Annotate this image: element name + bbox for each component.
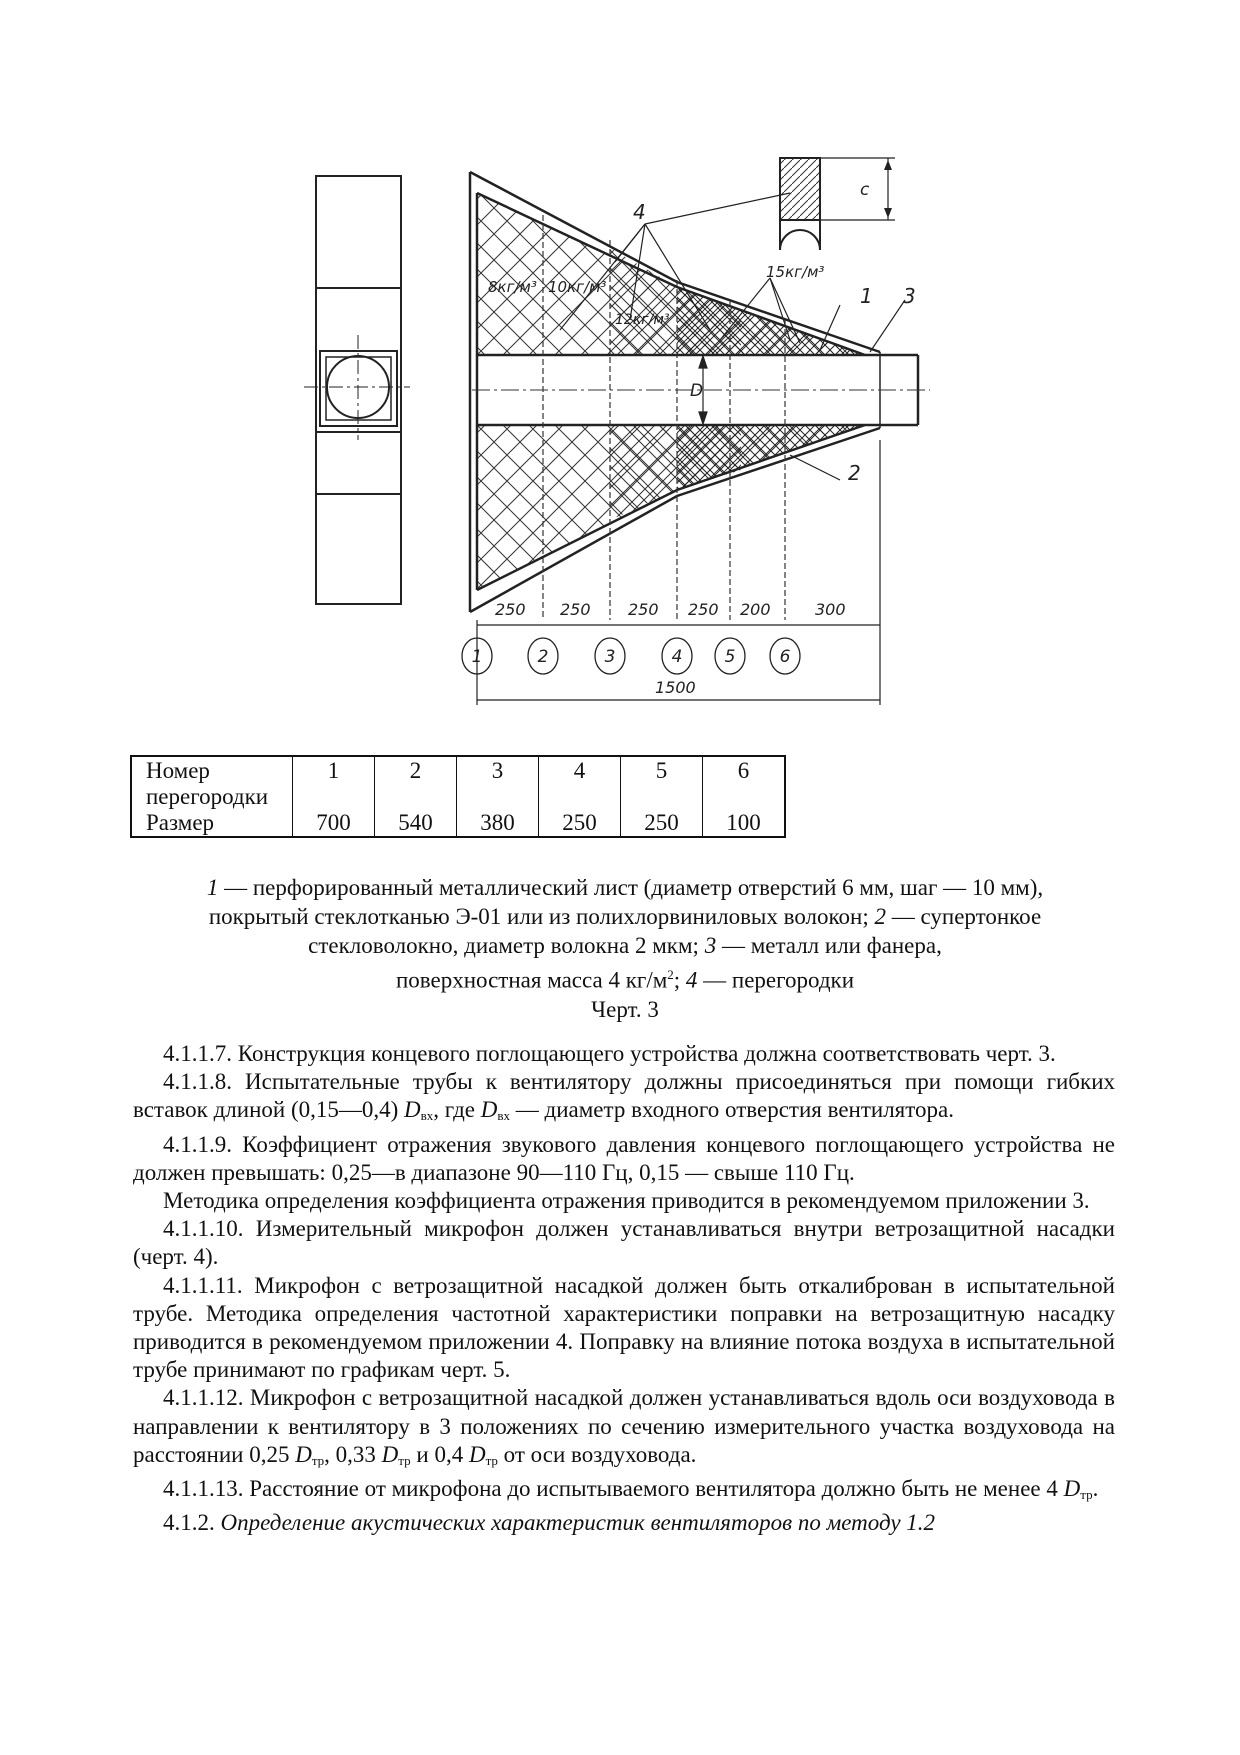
symbol: D <box>1063 1476 1081 1502</box>
figure-legend <box>130 873 1120 1024</box>
dim-1: 250 <box>495 600 526 619</box>
legend-num: 3 <box>704 933 717 958</box>
legend-line-1 <box>130 873 1120 902</box>
table-cell: 250 <box>539 810 621 837</box>
dim-6: 300 <box>815 600 846 619</box>
partition-markers <box>462 638 800 674</box>
marker-1: 1 <box>471 647 483 667</box>
legend-text: — перфорированный металлический лист (диаметр отверстий 6 мм, шаг — 10 мм), <box>218 875 1044 900</box>
density-8: 8кг/м³ <box>488 278 537 296</box>
absorber-drawing <box>300 150 940 720</box>
legend-text: — супертонкое <box>885 904 1042 929</box>
symbol: D <box>480 1097 498 1123</box>
dim-total: 1500 <box>655 678 696 697</box>
marker-4: 4 <box>671 647 683 667</box>
text-run: . <box>1092 1476 1099 1502</box>
header-line-1: Номер <box>146 758 210 783</box>
callout-1: 1 <box>860 284 873 308</box>
density-12: 12кг/м³ <box>615 312 670 328</box>
table-cell: 540 <box>375 810 457 837</box>
legend-num: 4 <box>685 967 698 993</box>
symbol: D <box>381 1441 399 1467</box>
legend-text: ; <box>673 967 686 993</box>
dim-4: 250 <box>688 600 719 619</box>
callout-4: 4 <box>633 200 646 224</box>
paragraph: 4.1.1.10. Измерительный микрофон должен устанавливаться внутри ветрозащитной насадки (черт. 4). <box>133 1216 1115 1270</box>
table-cell: 3 <box>457 756 539 810</box>
legend-line-4 <box>130 960 1120 995</box>
marker-3: 3 <box>604 647 616 667</box>
table-cell: 1 <box>293 756 375 810</box>
section-heading: Определение акустических характеристик вентиляторов по методу 1.2 <box>220 1510 936 1536</box>
symbol: D <box>468 1441 486 1467</box>
text-run: — диаметр входного отверстия вентилятора. <box>510 1097 954 1123</box>
text-run: , 0,33 <box>324 1441 382 1467</box>
marker-2: 2 <box>537 647 549 667</box>
table-cell: 380 <box>457 810 539 837</box>
callout-2: 2 <box>848 461 861 485</box>
header-line-2: перегородки <box>146 784 269 809</box>
paragraph: 4.1.1.9. Коэффициент отражения звукового давления концевого поглощающего устройства не должен превышать: 0,25—в диапазоне 90—110 Гц, 0,15 — свыше 110 Гц. <box>133 1131 1115 1185</box>
table-cell: 6 <box>703 756 786 810</box>
dim-2: 250 <box>560 600 591 619</box>
side-view <box>304 176 410 604</box>
table-cell: 4 <box>539 756 621 810</box>
subscript: тр <box>398 1452 411 1468</box>
paragraph <box>133 1509 1115 1537</box>
body-text <box>133 1040 1115 1537</box>
paragraph <box>133 1475 1115 1509</box>
marker-5: 5 <box>724 647 736 667</box>
symbol: D <box>404 1097 421 1123</box>
legend-text: стекловолокно, диаметр волокна 2 мкм; <box>308 933 705 958</box>
legend-text: — металл или фанера, <box>716 933 942 958</box>
density-10: 10кг/м³ <box>548 278 607 296</box>
text-run: 4.1.2. <box>163 1510 221 1536</box>
text-run: 4.1.1.13. Расстояние от микрофона до испытываемого вентилятора должно быть не менее 4 <box>163 1476 1064 1502</box>
legend-line-2 <box>130 902 1120 931</box>
text-run: от оси воздуховода. <box>497 1441 697 1467</box>
legend-num: 2 <box>874 904 886 929</box>
paragraph <box>133 1068 1115 1130</box>
text-run: 4.1.1.12. Микрофон с ветрозащитной насадкой должен устанавливаться вдоль оси воздуховода в направлении к вентилятору в 3 положениях по сечению измерительного участка воздуховода на расстоянии 0,25 <box>133 1385 1115 1467</box>
table-cell: 2 <box>375 756 457 810</box>
table-cell: 700 <box>293 810 375 837</box>
density-15: 15кг/м³ <box>766 263 825 281</box>
table-cell: 250 <box>621 810 703 837</box>
text-run: 4.1.1.8. Испытательные трубы к вентилятору должны присоединяться при помощи гибких вставок длиной (0,15—0,4) <box>133 1069 1115 1123</box>
paragraph: Методика определения коэффициента отражения приводится в рекомендуемом приложении 3. <box>163 1188 1090 1214</box>
symbol-c: c <box>860 180 870 200</box>
dim-3: 250 <box>628 600 659 619</box>
subscript: вх <box>420 1108 434 1124</box>
table-row <box>131 756 785 810</box>
paragraph <box>133 1384 1115 1475</box>
subscript: тр <box>485 1452 498 1468</box>
text-run: , где <box>433 1097 481 1123</box>
callout-3: 3 <box>903 284 916 308</box>
legend-text: — перегородки <box>697 967 855 993</box>
detail-view <box>780 158 895 250</box>
legend-sup: 2 <box>667 967 674 982</box>
legend-line-3 <box>130 931 1120 960</box>
table-row-label: Размер <box>131 810 293 837</box>
table-cell: 5 <box>621 756 703 810</box>
symbol: D <box>295 1441 312 1467</box>
table-header-label <box>131 756 293 810</box>
paragraph: 4.1.1.7. Конструкция концевого поглощающего устройства должна соответствовать черт. 3. <box>163 1041 1056 1066</box>
partition-size-table <box>130 755 786 838</box>
figure-caption: Черт. 3 <box>591 996 659 1022</box>
table-row <box>131 810 785 837</box>
legend-text: покрытый стеклотканью Э-01 или из полихлорвиниловых волокон; <box>208 904 875 929</box>
dim-5: 200 <box>740 600 771 619</box>
legend-num: 1 <box>206 875 219 900</box>
subscript: тр <box>311 1452 325 1468</box>
symbol-d: D <box>690 381 704 401</box>
text-run: и 0,4 <box>410 1441 469 1467</box>
table-cell: 100 <box>703 810 786 837</box>
subscript: тр <box>1080 1487 1093 1503</box>
paragraph: 4.1.1.11. Микрофон с ветрозащитной насадкой должен быть откалиброван в испытательной трубе. Методика определения частотной характеристики поправки на ветрозащитную насадку приводится в рекомендуемом приложении 4. Поправку на влияние потока воздуха в испытательной трубе принимают по графикам черт. 5. <box>133 1272 1115 1383</box>
legend-text: поверхностная масса 4 кг/м <box>395 967 668 993</box>
subscript: вх <box>497 1108 511 1124</box>
marker-6: 6 <box>779 647 791 667</box>
